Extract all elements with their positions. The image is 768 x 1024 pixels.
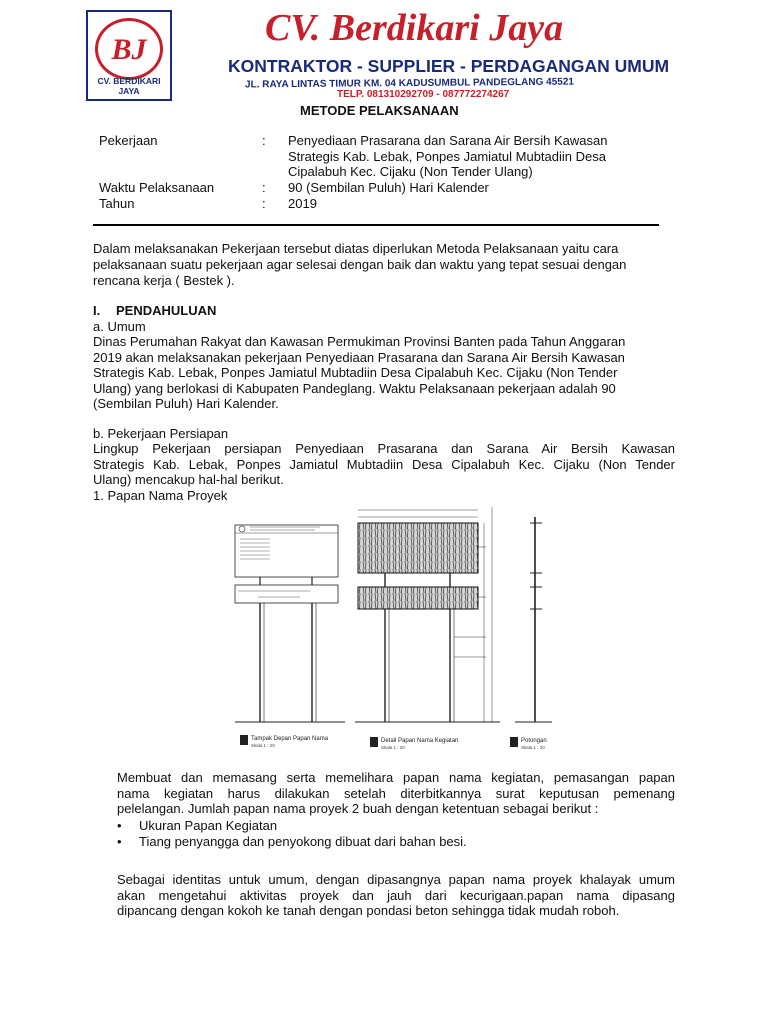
caption-detail-scale: Skala 1 : 20 <box>381 745 405 750</box>
signboard-drawing <box>230 497 555 752</box>
tahun-colon: : <box>262 196 266 211</box>
waktu-colon: : <box>262 180 266 195</box>
bullet-icon: • <box>117 818 122 833</box>
item-papan-nama: 1. Papan Nama Proyek <box>93 488 228 503</box>
persiapan-line: Ulang) mencakup hal-hal berikut. <box>93 472 284 487</box>
caption-front-view: Tampak Depan Papan Nama <box>251 736 329 742</box>
umum-line: 2019 akan melaksanakan pekerjaan Penyediaan Prasarana dan Sarana Air Bersih Kawasan <box>93 350 625 365</box>
divider-rule <box>93 224 659 226</box>
persiapan-line: Strategis Kab. Lebak, Ponpes Jamiatul Mubtadiin Desa Cipalabuh Kec. Cijaku (Non Tender <box>93 457 675 472</box>
document-title: METODE PELAKSANAAN <box>300 103 459 118</box>
closing-line: dipancang dengan kokoh ke tanah dengan pondasi beton sehingga tidak mudah roboh. <box>117 903 620 918</box>
bullet-item <box>117 818 122 834</box>
umum-line: (Sembilan Puluh) Hari Kalender. <box>93 396 279 411</box>
detail-view <box>355 507 500 747</box>
section-number: I. <box>93 303 101 318</box>
caption-side-section: Potongan <box>521 738 547 744</box>
logo-circle <box>95 18 163 80</box>
company-subtitle: KONTRAKTOR - SUPPLIER - PERDAGANGAN UMUM <box>228 56 670 76</box>
intro-line: pelaksanaan suatu pekerjaan agar selesai dengan baik dan waktu yang tepat sesuai dengan <box>93 257 627 272</box>
pekerjaan-label: Pekerjaan <box>99 133 158 148</box>
pekerjaan-value-line: Penyediaan Prasarana dan Sarana Air Bersih Kawasan <box>288 133 608 148</box>
umum-line: Ulang) yang berlokasi di Kabupaten Pandeglang. Waktu Pelaksanaan pekerjaan adalah 90 <box>93 381 616 396</box>
papan-line: pelelangan. Jumlah papan nama proyek 2 buah dengan ketentuan sebagai berikut : <box>117 801 599 816</box>
pekerjaan-value-line: Strategis Kab. Lebak, Ponpes Jamiatul Mubtadiin Desa <box>288 149 606 164</box>
tahun-label: Tahun <box>99 196 135 211</box>
closing-line: akan mengetahui aktivitas proyek dan jauh dari kecurigaan.papan nama dipasang <box>117 888 675 903</box>
intro-line: rencana kerja ( Bestek ). <box>93 273 235 288</box>
bullet-icon: • <box>117 834 122 849</box>
caption-detail-view: Detail Papan Nama Kegiatan <box>381 738 459 744</box>
waktu-value: 90 (Sembilan Puluh) Hari Kalender <box>288 180 489 195</box>
tahun-value: 2019 <box>288 196 317 211</box>
logo-caption: CV. BERDIKARI JAYA <box>97 76 161 96</box>
umum-line: Dinas Perumahan Rakyat dan Kawasan Permukiman Provinsi Banten pada Tahun Anggaran <box>93 334 626 349</box>
company-logo <box>86 10 172 101</box>
company-name: CV. Berdikari Jaya <box>265 7 564 49</box>
subsection-persiapan: b. Pekerjaan Persiapan <box>93 426 229 441</box>
side-section <box>510 517 552 747</box>
bullet-item <box>117 834 122 850</box>
front-view <box>235 525 345 745</box>
bullet-text: Tiang penyangga dan penyokong dibuat dari bahan besi. <box>139 834 467 849</box>
pekerjaan-colon: : <box>262 133 266 148</box>
section-title: PENDAHULUAN <box>116 303 217 318</box>
bullet-text: Ukuran Papan Kegiatan <box>139 818 278 833</box>
caption-front-scale: Skala 1 : 20 <box>251 743 275 748</box>
papan-line: Membuat dan memasang serta memelihara papan nama kegiatan, pemasangan papan <box>117 770 675 785</box>
company-telephone: TELP. 081310292709 - 087772274267 <box>337 89 510 100</box>
caption-side-scale: Skala 1 : 20 <box>521 745 545 750</box>
intro-line: Dalam melaksanakan Pekerjaan tersebut diatas diperlukan Metoda Pelaksanaan yaitu cara <box>93 241 619 256</box>
company-address: JL. RAYA LINTAS TIMUR KM. 04 KADUSUMBUL PANDEGLANG 45521 <box>244 76 574 91</box>
closing-line: Sebagai identitas untuk umum, dengan dipasangnya papan nama proyek khalayak umum <box>117 872 675 887</box>
logo-letters: BJ <box>111 33 147 66</box>
umum-line: Strategis Kab. Lebak, Ponpes Jamiatul Mubtadiin Desa Cipalabuh Kec. Cijaku (Non Tender <box>93 365 618 380</box>
waktu-label: Waktu Pelaksanaan <box>99 180 215 195</box>
persiapan-line: Lingkup Pekerjaan persiapan Penyediaan Prasarana dan Sarana Air Bersih Kawasan <box>93 441 675 456</box>
subsection-umum: a. Umum <box>93 319 146 334</box>
pekerjaan-value-line: Cipalabuh Kec. Cijaku (Non Tender Ulang) <box>288 164 533 179</box>
papan-line: nama kegiatan harus dilakukan setelah diterbitkannya surat keputusan pemenang <box>117 786 675 801</box>
